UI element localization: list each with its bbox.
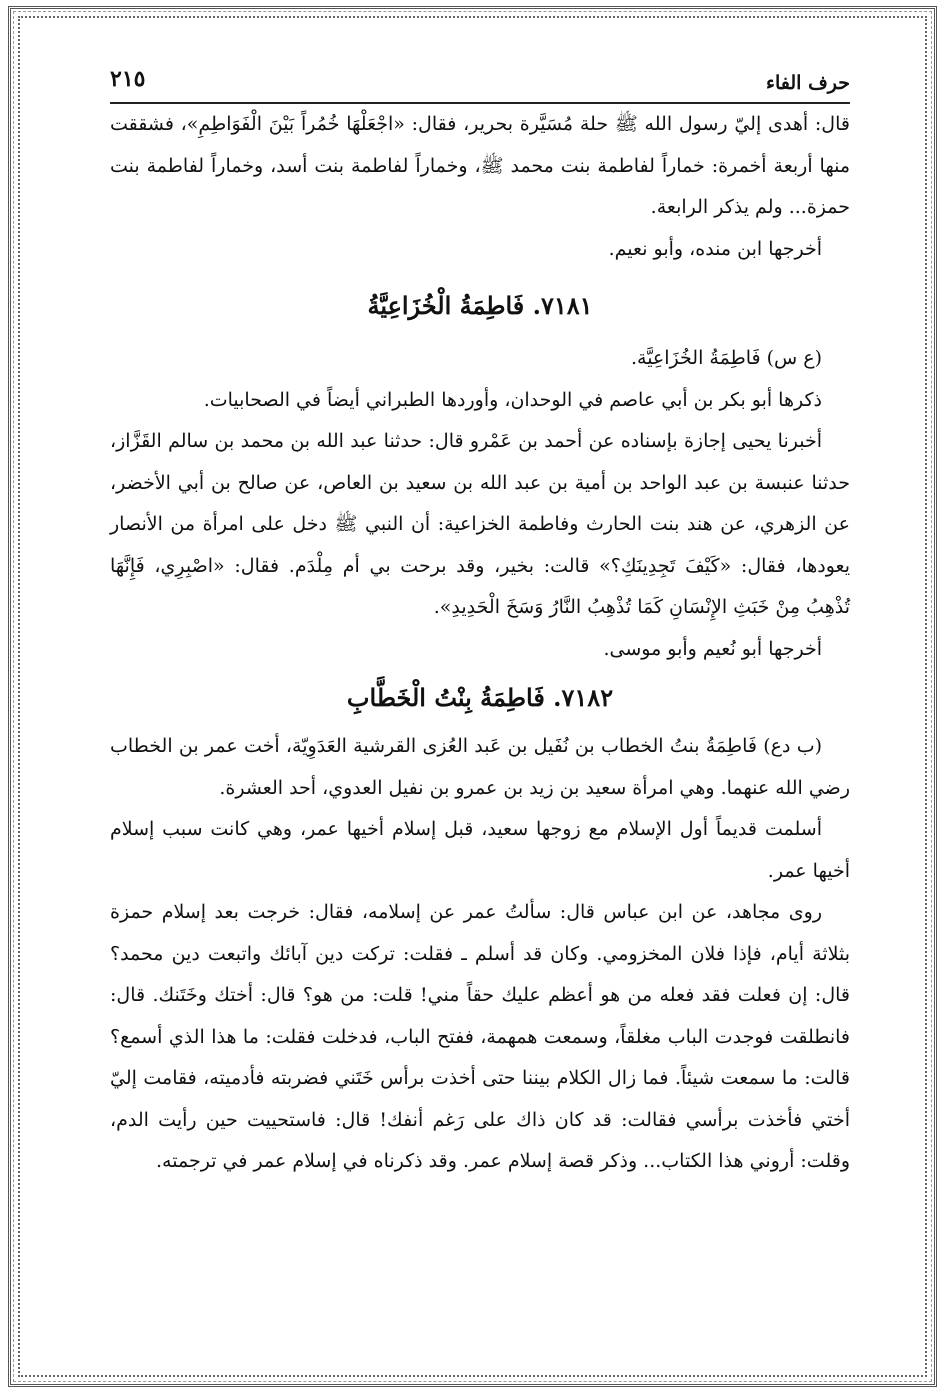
- page-number: ٢١٥: [110, 66, 146, 92]
- paragraph-lineage-7182: (ب دع) فَاطِمَةُ بنتُ الخطاب بن نُفَيل بن عَبد العُزى القرشية العَدَوِيّة، أخت عمر بن الخطاب رضي الله عنهما. وهي امرأة سعيد بن زيد بن عمرو بن نفيل العدوي، أحد العشرة.: [110, 735, 850, 799]
- entry-title-7181: ٧١٨١. فَاطِمَةُ الْخُزَاعِيَّةُ: [367, 291, 593, 320]
- entry-title-7182: ٧١٨٢. فَاطِمَةُ بِنْتُ الْخَطَّابِ: [346, 683, 614, 712]
- book-page: [110, 58, 850, 1338]
- paragraph-source-1: أخرجها ابن منده، وأبو نعيم.: [608, 237, 822, 260]
- paragraph-islam-7182: أسلمت قديماً أول الإسلام مع زوجها سعيد، قبل إسلام أخيها عمر، وهي كانت سبب إسلام أخيها عمر.: [110, 818, 850, 882]
- paragraph-story-7182: روى مجاهد، عن ابن عباس قال: سألتُ عمر عن إسلامه، فقال: خرجت بعد إسلام حمزة بثلاثة أيام، فإذا فلان المخزومي. وكان قد أسلم ـ فقلت: تركت دين آبائك واتبعت دين محمد؟ قال: إن فعلت فقد فعله من هو أعظم عليك حقاً مني! قلت: من هو؟ قال: أختك وخَتَنك. قال: فانطلقت فوجدت الباب مغلقاً، وسمعت همهمة، ففتح الباب، فدخلت فقلت: ما هذا الذي أسمع؟ قالت: ما سمعت شيئاً. فما زال الكلام بيننا حتى أخذت برأس خَتَني فضربته فأدميته، فقامت إليّ أختي فأخذت برأسي فقالت: قد كان ذاك على رَغم أنفك! قال: فاستحييت حين رأيت الدم، وقلت: أروني هذا الكتاب... وذكر قصة إسلام عمر. وقد ذكرناه في إسلام عمر في ترجمته.: [110, 901, 850, 1172]
- paragraph-mention-7181: ذكرها أبو بكر بن أبي عاصم في الوحدان، وأوردها الطبراني أيضاً في الصحابيات.: [203, 388, 822, 411]
- paragraph-isnad-7181: أخبرنا يحيى إجازة بإسناده عن أحمد بن عَمْرو قال: حدثنا عبد الله بن محمد بن سالم القَزَّاز، حدثنا عنبسة بن عبد الواحد بن أمية بن عبد الله بن سعيد بن العاص، عن صالح بن أبي الأخضر، عن الزهري، عن هند بنت الحارث وفاطمة الخزاعية: أن النبي ﷺ دخل على امرأة من الأنصار يعودها، فقال: «كَيْفَ تَجِدِينَكِ؟» قالت: بخير، وقد برحت بي أم مِلْدَم. فقال: «اصْبِرِي، فَإِنَّهَا تُذْهِبُ مِنْ خَبَثِ الإِنْسَانِ كَمَا تُذْهِبُ النَّارُ وَسَخَ الْحَدِيدِ».: [110, 430, 850, 618]
- chapter-title: حرف الفاء: [766, 72, 850, 94]
- paragraph-hadith-fawatim: قال: أهدى إليّ رسول الله ﷺ حلة مُسَيَّرة بحرير، فقال: «اجْعَلْهَا خُمُراً بَيْنَ الْفَوَاطِمِ»، فشققت منها أربعة أخمرة: خماراً لفاطمة بنت محمد ﷺ، وخماراً لفاطمة بنت أسد، وخماراً لفاطمة بنت حمزة... ولم يذكر الرابعة.: [110, 113, 850, 218]
- paragraph-source-2: أخرجها أبو نُعيم وأبو موسى.: [603, 637, 822, 660]
- running-header: [110, 58, 850, 104]
- paragraph-entry-code-7181: (ع س) فَاطِمَةُ الخُزَاعِيَّة.: [630, 347, 822, 369]
